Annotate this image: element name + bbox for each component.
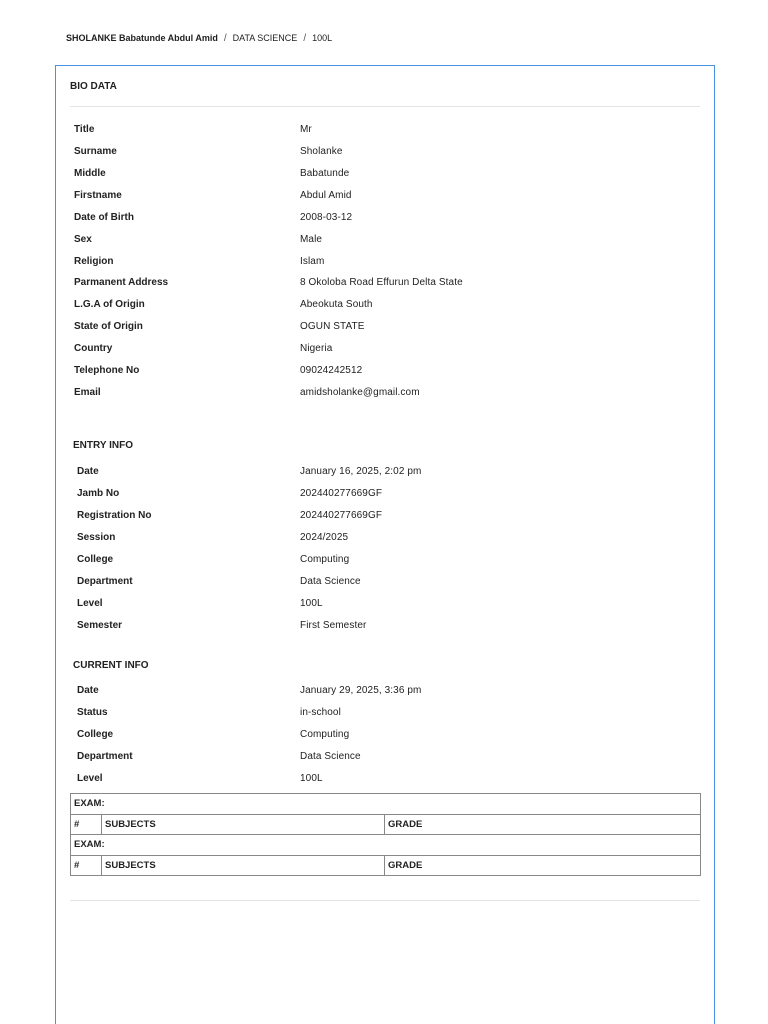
field-value: January 16, 2025, 2:02 pm — [300, 466, 422, 477]
entry-row-jamb-no — [56, 488, 716, 510]
field-label: Registration No — [77, 510, 152, 521]
field-value: 2024/2025 — [300, 532, 349, 543]
field-label: Religion — [74, 256, 114, 267]
divider — [70, 900, 700, 901]
entry-row-college — [56, 554, 716, 576]
current-info-heading: CURRENT INFO — [73, 660, 149, 671]
exam-columns-row — [71, 814, 701, 835]
field-value: OGUN STATE — [300, 321, 365, 332]
field-label: State of Origin — [74, 321, 143, 332]
breadcrumb-separator: / — [223, 33, 227, 44]
entry-row-department — [56, 576, 716, 598]
column-subjects: SUBJECTS — [102, 814, 385, 835]
bio-row-middle — [56, 168, 716, 190]
field-value: Data Science — [300, 751, 361, 762]
field-value: 8 Okoloba Road Effurun Delta State — [300, 277, 463, 288]
bio-row-email — [56, 387, 716, 409]
field-label: Country — [74, 343, 113, 354]
exam-results-table — [70, 793, 701, 876]
field-value: Islam — [300, 256, 325, 267]
field-value: 100L — [300, 598, 323, 609]
entry-row-session — [56, 532, 716, 554]
divider — [70, 106, 700, 107]
current-row-level — [56, 773, 716, 795]
exam-label: EXAM: — [71, 835, 701, 856]
field-value: 2008-03-12 — [300, 212, 353, 223]
field-label: Date — [77, 685, 99, 696]
exam-columns-row — [71, 855, 701, 876]
field-value: 202440277669GF — [300, 510, 383, 521]
entry-row-level — [56, 598, 716, 620]
field-label: Parmanent Address — [74, 277, 169, 288]
bio-row-telephone — [56, 365, 716, 387]
bio-row-date-of-birth — [56, 212, 716, 234]
field-label: Jamb No — [77, 488, 120, 499]
bio-row-title — [56, 124, 716, 146]
field-value: Abeokuta South — [300, 299, 373, 310]
entry-row-date — [56, 466, 716, 488]
field-label: Firstname — [74, 190, 122, 201]
column-grade: GRADE — [385, 814, 701, 835]
breadcrumb-level[interactable]: 100L — [312, 33, 333, 43]
bio-row-country — [56, 343, 716, 365]
field-value: Computing — [300, 729, 350, 740]
bio-row-religion — [56, 256, 716, 278]
field-label: Telephone No — [74, 365, 140, 376]
column-grade: GRADE — [385, 855, 701, 876]
field-label: Sex — [74, 234, 92, 245]
column-subjects: SUBJECTS — [102, 855, 385, 876]
field-label: Department — [77, 751, 133, 762]
field-value: January 29, 2025, 3:36 pm — [300, 685, 422, 696]
field-label: Level — [77, 773, 103, 784]
field-value: Mr — [300, 124, 312, 135]
bio-row-address — [56, 277, 716, 299]
field-label: College — [77, 729, 114, 740]
field-value: 09024242512 — [300, 365, 363, 376]
breadcrumb-separator: / — [303, 33, 307, 44]
breadcrumb — [66, 33, 332, 44]
field-value: Male — [300, 234, 323, 245]
field-label: College — [77, 554, 114, 565]
current-row-status — [56, 707, 716, 729]
field-value: Sholanke — [300, 146, 343, 157]
field-value: Computing — [300, 554, 350, 565]
field-label: Title — [74, 124, 95, 135]
field-label: Session — [77, 532, 116, 543]
field-value: 100L — [300, 773, 323, 784]
field-label: Date — [77, 466, 99, 477]
field-label: Level — [77, 598, 103, 609]
field-value: Nigeria — [300, 343, 333, 354]
field-label: Email — [74, 387, 101, 398]
current-row-date — [56, 685, 716, 707]
field-label: Surname — [74, 146, 117, 157]
exam-label: EXAM: — [71, 794, 701, 815]
breadcrumb-student-name[interactable]: SHOLANKE Babatunde Abdul Amid — [66, 33, 218, 43]
field-label: Date of Birth — [74, 212, 134, 223]
current-row-college — [56, 729, 716, 751]
exam-header-row — [71, 835, 701, 856]
field-value: Abdul Amid — [300, 190, 352, 201]
bio-row-lga — [56, 299, 716, 321]
bio-row-state-of-origin — [56, 321, 716, 343]
field-value: Babatunde — [300, 168, 350, 179]
field-label: Status — [77, 707, 108, 718]
field-label: Middle — [74, 168, 106, 179]
field-value: First Semester — [300, 620, 367, 631]
field-value: Data Science — [300, 576, 361, 587]
field-value: in-school — [300, 707, 341, 718]
field-label: L.G.A of Origin — [74, 299, 145, 310]
field-value: 202440277669GF — [300, 488, 383, 499]
bio-row-sex — [56, 234, 716, 256]
column-number: # — [71, 855, 102, 876]
field-label: Semester — [77, 620, 123, 631]
breadcrumb-department[interactable]: DATA SCIENCE — [232, 33, 298, 43]
entry-row-registration-no — [56, 510, 716, 532]
student-record-card — [55, 65, 715, 1024]
bio-row-surname — [56, 146, 716, 168]
entry-info-heading: ENTRY INFO — [73, 440, 134, 451]
column-number: # — [71, 814, 102, 835]
exam-header-row — [71, 794, 701, 815]
field-label: Department — [77, 576, 133, 587]
field-value[interactable]: amidsholanke@gmail.com — [300, 387, 420, 398]
bio-data-heading: BIO DATA — [70, 81, 117, 92]
current-row-department — [56, 751, 716, 773]
entry-row-semester — [56, 620, 716, 642]
bio-row-firstname — [56, 190, 716, 212]
